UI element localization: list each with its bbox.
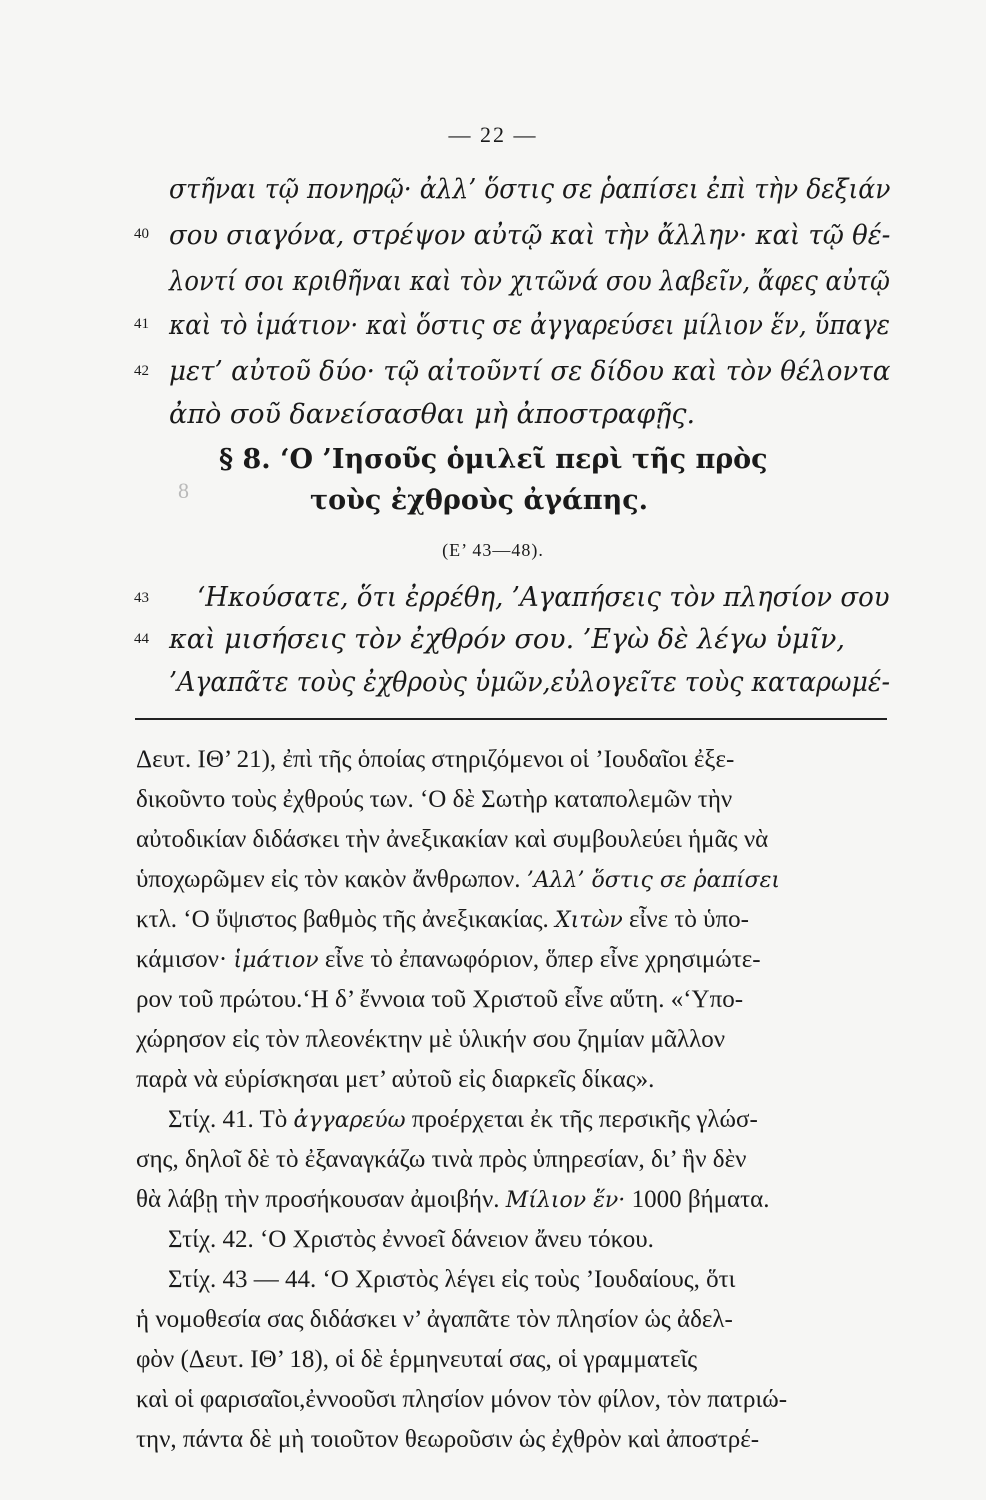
note-text: θὰ λάβῃ τὴν προσήκουσαν ἀμοιβήν.: [136, 1186, 500, 1213]
note-quote: ’Αλλ’ ὅστις σε ῥαπίσει: [526, 868, 781, 893]
note-line: Στίχ. 42. ‘Ο Χριστὸς ἐννοεῖ δάνειον ἄνευ τόκου.: [168, 1226, 654, 1253]
note-line: την, πάντα δὲ μὴ τοιοῦτον θεωροῦσιν ὡς ἐχθρὸν καὶ ἀποστρέ-: [136, 1426, 760, 1453]
note-line: ρον τοῦ πρώτου.‘Η δ’ ἔννοια τοῦ Χριστοῦ εἶνε αὕτη. «‘Υπο-: [136, 986, 744, 1013]
note-line: Δευτ. ΙΘ’ 21), ἐπὶ τῆς ὁποίας στηριζόμενοι οἱ ’Ιουδαῖοι ἐξε-: [136, 746, 735, 773]
note-term: ἀγγαρεύω: [293, 1108, 406, 1133]
section-reference: (Ε’ 43—48).: [442, 540, 544, 560]
note-line: σης, δηλοῖ δὲ τὸ ἐξαναγκάζω τινὰ πρὸς ὑπηρεσίαν, δι’ ἣν δὲν: [136, 1146, 747, 1173]
text-line: καὶ τὸ ἱμάτιον· καὶ ὅστις σε ἀγγαρεύσει μίλιον ἕν, ὕπαγε: [169, 310, 890, 341]
text-line: στῆναι τῷ πονηρῷ· ἀλλ’ ὅστις σε ῥαπίσει ἐπὶ τὴν δεξιάν: [169, 174, 891, 205]
note-line: [136, 864, 780, 897]
note-text: εἶνε τὸ ἐπανωφόριον, ὅπερ εἶνε χρησιμώτε-: [324, 946, 761, 973]
footnote-rule: [135, 718, 887, 720]
text-line: μετ’ αὐτοῦ δύο· τῷ αἰτοῦντί σε δίδου καὶ τὸν θέλοντα: [169, 356, 891, 387]
note-line: [168, 1104, 758, 1137]
note-line: παρὰ νὰ εὑρίσκησαι μετ’ αὐτοῦ εἰς διαρκεῖς δίκας».: [136, 1066, 655, 1093]
note-term: ἱμάτιον: [233, 948, 319, 973]
text-line: ἀπὸ σοῦ δανείσασθαι μὴ ἀποστραφῇς.: [169, 399, 696, 430]
margin-pencil-mark: 8: [178, 478, 189, 503]
verse-number: 41: [134, 316, 149, 332]
note-text: 1000 βήματα.: [631, 1186, 770, 1213]
note-line: αὐτοδικίαν διδάσκει τὴν ἀνεξικακίαν καὶ συμβουλεύει ἡμᾶς νὰ: [136, 826, 769, 853]
note-line: [136, 1184, 770, 1217]
section-heading-line2: τοὺς ἐχθροὺς ἀγάπης.: [310, 485, 649, 516]
note-line: [136, 944, 761, 977]
note-term: Μίλιον ἕν·: [505, 1188, 626, 1213]
text-line: σου σιαγόνα, στρέψον αὐτῷ καὶ τὴν ἄλλην· καὶ τῷ θέ-: [169, 220, 891, 251]
note-line: χώρησον εἰς τὸν πλεονέκτην μὲ ὑλικήν σου ζημίαν μᾶλλον: [136, 1026, 726, 1053]
text-line: λοντί σοι κριθῆναι καὶ τὸν χιτῶνά σου λαβεῖν, ἄφες αὐτῷ: [169, 266, 890, 297]
page-number: — 22 —: [448, 122, 538, 147]
text-line: ’Αγαπᾶτε τοὺς ἐχθροὺς ὑμῶν,εὐλογεῖτε τοὺς καταρωμέ-: [169, 667, 890, 698]
note-line: [136, 904, 749, 937]
note-line: καὶ οἱ φαρισαῖοι,ἐννοοῦσι πλησίον μόνον τὸν φίλον, τὸν πατριώ-: [136, 1386, 788, 1413]
note-text: κτλ. ‘Ο ὕψιστος βαθμὸς τῆς ἀνεξικακίας.: [136, 906, 549, 933]
section-heading-line1: § 8. ‘Ο ’Ιησοῦς ὁμιλεῖ περὶ τῆς πρὸς: [219, 444, 768, 475]
verse-number: 44: [134, 631, 149, 647]
text-line: ‘Ηκούσατε, ὅτι ἐρρέθη, ’Αγαπήσεις τὸν πλησίον σου: [197, 582, 890, 613]
text-line: καὶ μισήσεις τὸν ἐχθρόν σου. ’Εγὼ δὲ λέγω ὑμῖν,: [169, 624, 845, 655]
note-text: κάμισον·: [136, 946, 228, 973]
verse-number: 42: [134, 363, 149, 379]
note-text: εἶνε τὸ ὑπο-: [629, 906, 749, 933]
note-line: δικοῦντο τοὺς ἐχθρούς των. ‘Ο δὲ Σωτὴρ καταπολεμῶν τὴν: [136, 786, 733, 813]
note-line: ἡ νομοθεσία σας διδάσκει ν’ ἀγαπᾶτε τὸν πλησίον ὡς ἀδελ-: [136, 1306, 733, 1333]
note-line: Στίχ. 43 — 44. ‘Ο Χριστὸς λέγει εἰς τοὺς ’Ιουδαίους, ὅτι: [168, 1266, 736, 1293]
note-text: ὑποχωρῶμεν εἰς τὸν κακὸν ἄνθρωπον.: [136, 866, 521, 893]
note-term: Χιτὼν: [555, 908, 623, 933]
note-line: φὸν (Δευτ. ΙΘ’ 18), οἱ δὲ ἑρμηνευταί σας, οἱ γραμματεῖς: [136, 1346, 698, 1373]
verse-number: 40: [134, 226, 149, 242]
verse-number: 43: [134, 590, 149, 606]
note-text: προέρχεται ἐκ τῆς περσικῆς γλώσ-: [411, 1106, 758, 1133]
note-text: Στίχ. 41. Τὸ: [168, 1106, 288, 1133]
